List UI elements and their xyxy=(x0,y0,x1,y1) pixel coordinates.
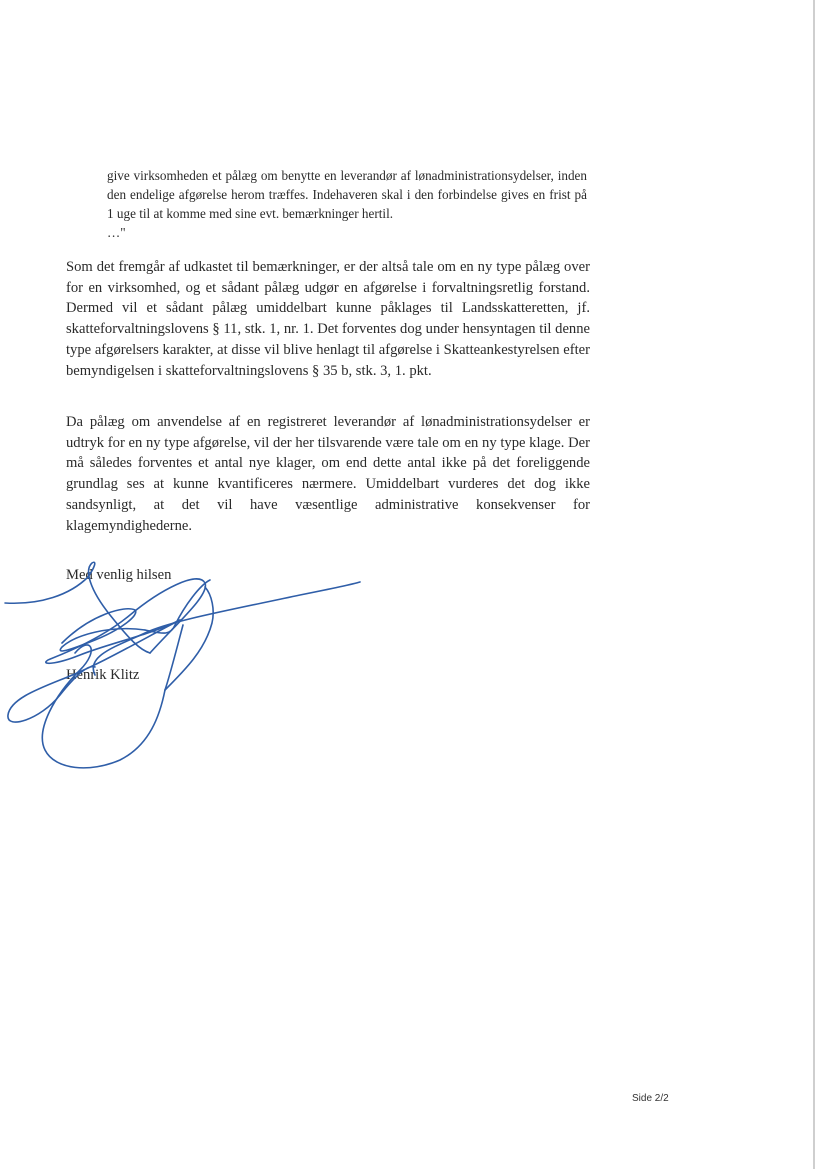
quoted-text: give virksomheden et pålæg om benytte en leverandør af lønadministrationsydelser, inden den endelige afgørelse herom træffes. Indehaveren skal i den forbindelse gives en frist på 1 uge til at komme med sine evt. bemærkninger hertil. xyxy=(107,168,587,221)
quoted-text-block xyxy=(107,166,587,242)
body-paragraph-1: Som det fremgår af udkastet til bemærkninger, er der altså tale om en ny type pålæg over for en virksomhed, og et sådant pålæg udgør en afgørelse i forvaltningsretlig forstand. Dermed vil et sådant pålæg umiddelbart kunne påklages til Landsskatteretten, jf. skatteforvaltningslovens § 11, stk. 1, nr. 1. Det forventes dog under hensyntagen til denne type afgørelsers karakter, at disse vil blive henlagt til afgørelse i Skatteankestyrelsen efter bemyndigelsen i skatteforvaltningslovens § 35 b, stk. 3, 1. pkt. xyxy=(66,259,590,379)
page-number: Side 2/2 xyxy=(632,1093,669,1104)
quote-ending: …" xyxy=(107,225,126,240)
page-edge xyxy=(813,0,815,1169)
body-paragraph-2: Da pålæg om anvendelse af en registreret leverandør af lønadministrationsydelser er udtryk for en ny type afgørelse, vil der her tilsvarende være tale om en ny type klage. Der må således forventes et antal nye klager, om end dette antal ikke på det foreliggende grundlag ses at kunne kvantificeres nærmere. Umiddelbart vurderes det dog ikke sandsynligt, at det vil have væsentlige administrative konsekvenser for klagemyndighederne. xyxy=(66,414,590,534)
signer-name: Henrik Klitz xyxy=(66,667,140,683)
handwritten-signature xyxy=(0,555,370,785)
closing-greeting: Med venlig hilsen xyxy=(66,567,172,583)
